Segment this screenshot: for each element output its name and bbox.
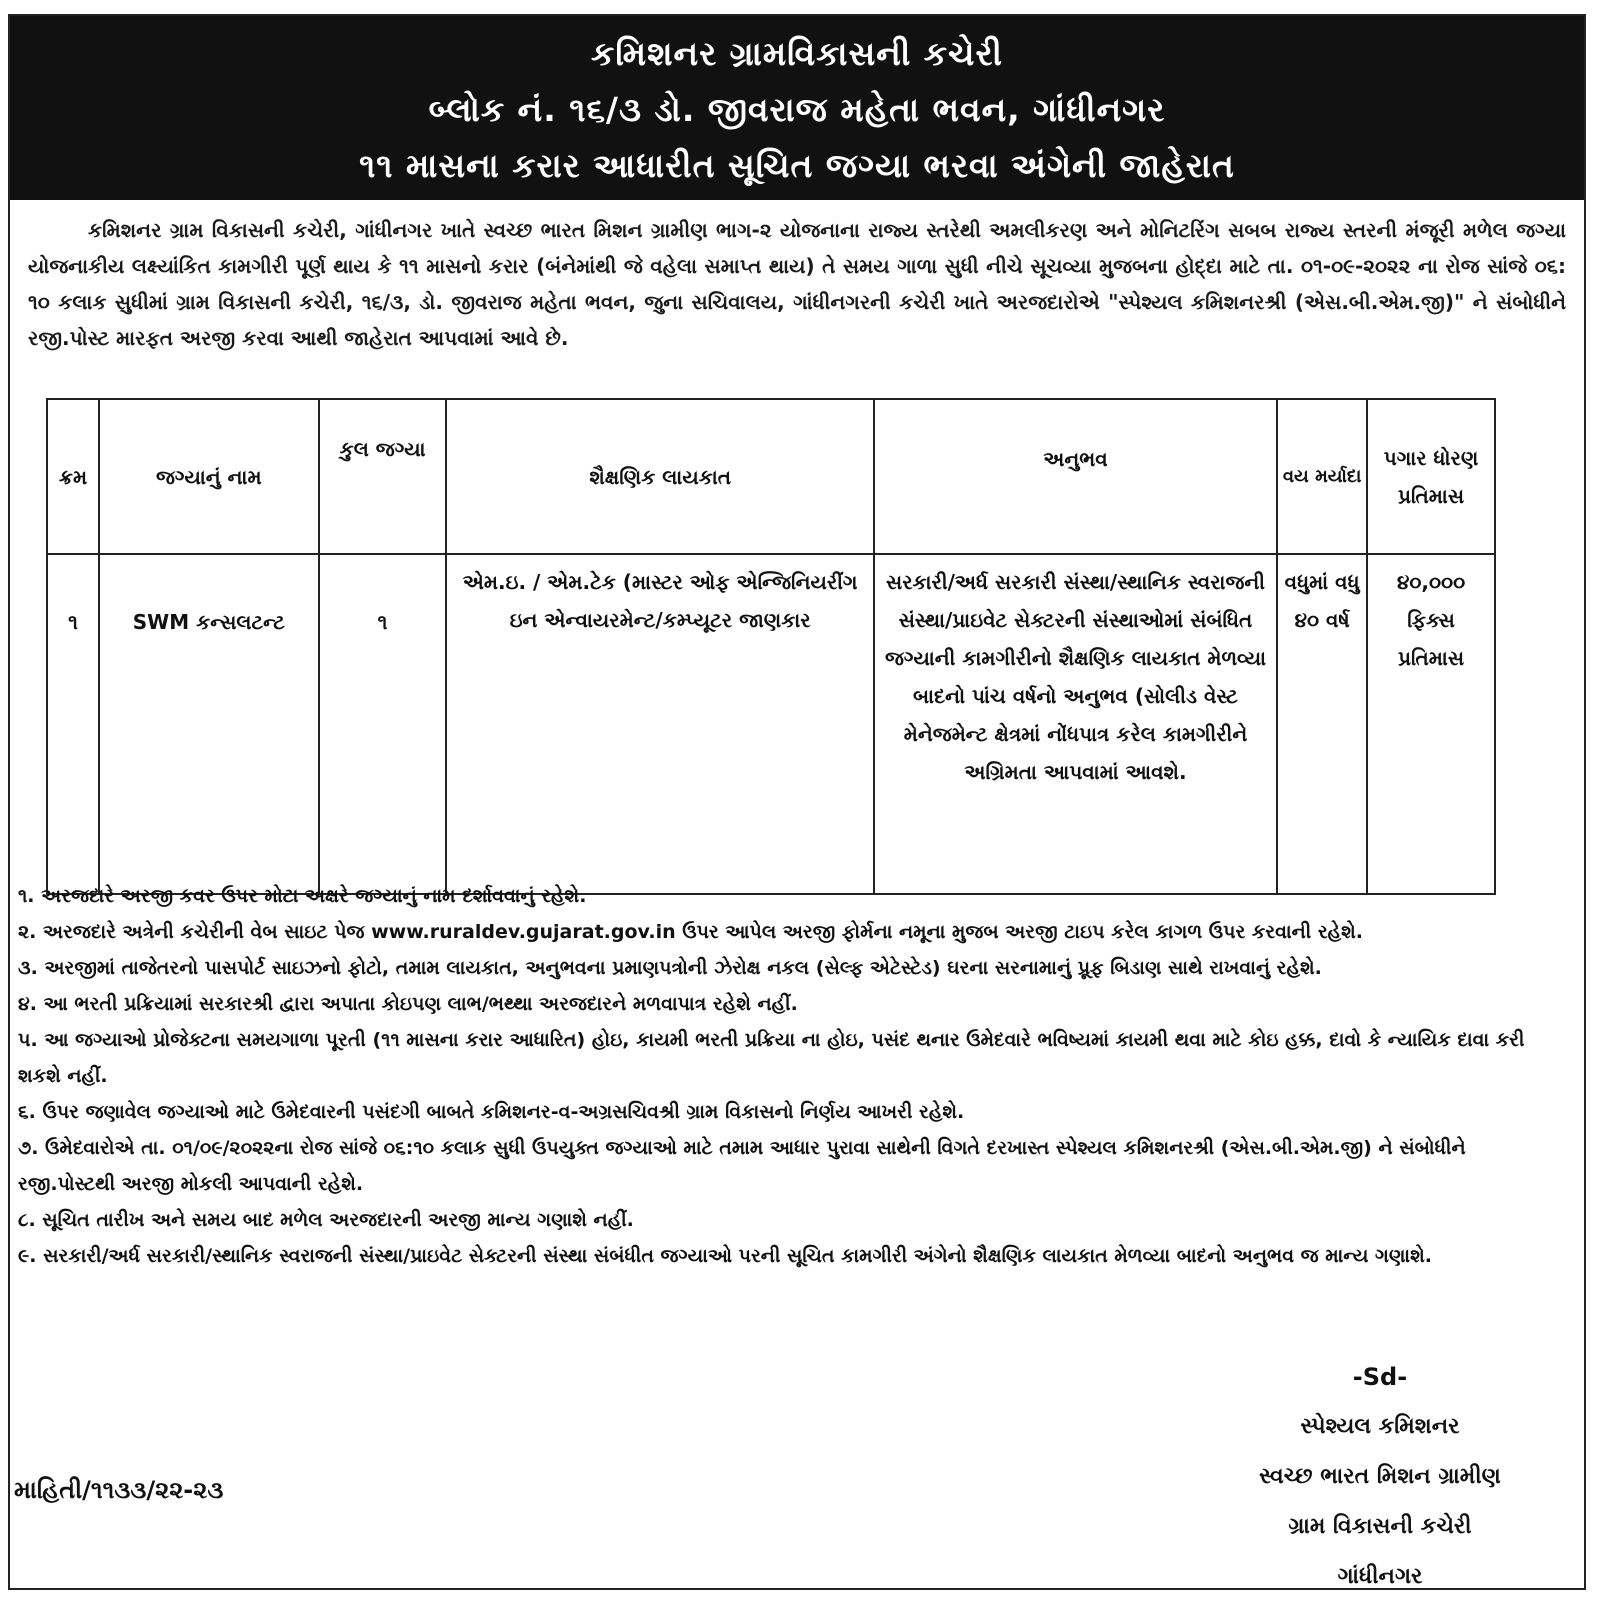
signatory-mission: સ્વચ્છ ભારત મિશન ગ્રામીણ	[1259, 1464, 1501, 1489]
cell-salary: ૪૦,૦૦૦ ફિક્સ પ્રતિમાસ	[1367, 554, 1495, 894]
list-item: ૫. આ જગ્યાઓ પ્રોજેક્ટના સમયગાળા પૂરતી (૧૧ માસના કરાર આધારિત) હોઇ, કાયમી ભરતી પ્રક્રિયા ના હોઇ, પસંદ થનાર ઉમેદવારે ભવિષ્યમાં કાયમી થવા માટે કોઇ હક્ક, દાવો કે ન્યાયિક દાવા કરી શકશે નહીં.	[18, 1029, 1525, 1087]
signature-block	[1200, 1352, 1560, 1602]
col-header-age: વય મર્યાદા	[1277, 399, 1367, 554]
cell-name: SWM કન્સલટન્ટ	[99, 554, 319, 894]
col-header-qualification: શૈક્ષણિક લાયકાત	[446, 399, 873, 554]
office-title: કમિશનર ગ્રામવિકાસની કચેરી	[591, 34, 1003, 73]
signatory-office: ગ્રામ વિકાસની કચેરી	[1288, 1514, 1472, 1539]
cell-kram: ૧	[47, 554, 99, 894]
header-banner	[10, 16, 1584, 200]
list-item: ૭. ઉમેદવારોએ તા. ૦૧/૦૯/૨૦૨૨ના રોજ સાંજે ૦૬:૧૦ કલાક સુધી ઉપયુક્ત જગ્યાઓ માટે તમામ આધાર પુરાવા સાથેની વિગતે દરખાસ્ત સ્પેશ્યલ કમિશનરશ્રી (એસ.બી.એમ.જી) ને સંબોધીને રજી.પોસ્ટથી અરજી મોકલી આપવાની રહેશે.	[18, 1137, 1466, 1195]
notes-list	[18, 878, 1548, 1274]
vacancy-table	[46, 398, 1496, 895]
table-row	[47, 554, 1495, 894]
reference-number: માહિતી/૧૧૩૩/૨૨-૨૩	[14, 1476, 224, 1504]
office-address: બ્લોક નં. ૧૬/૩ ડો. જીવરાજ મહેતા ભવન, ગાંધીનગર	[428, 90, 1166, 129]
col-header-kram: ક્રમ	[47, 399, 99, 554]
cell-experience: સરકારી/અર્ધ સરકારી સંસ્થા/સ્થાનિક સ્વરાજની સંસ્થા/પ્રાઇવેટ સેક્ટરની સંસ્થાઓમાં સંબંધિત જગ્યાની કામગીરીનો શૈક્ષણિક લાયકાત મેળવ્યા બાદનો પાંચ વર્ષનો અનુભવ (સોલીડ વેસ્ટ મેનેજમેન્ટ ક્ષેત્રમાં નોંધપાત્ર કરેલ કામગીરીને અગ્રિમતા આપવામાં આવશે.	[874, 554, 1277, 894]
col-header-total: કુલ જગ્યા	[319, 399, 447, 554]
list-item: ૨. અરજદારે અત્રેની કચેરીની વેબ સાઇટ પેજ www.ruraldev.gujarat.gov.in ઉપર આપેલ અરજી ફોર્મના નમૂના મુજબ અરજી ટાઇપ કરેલ કાગળ ઉપર કરવાની રહેશે.	[18, 921, 1364, 943]
list-item: ૩. અરજીમાં તાજેતરનો પાસપોર્ટ સાઇઝનો ફોટો, તમામ લાયકાત, અનુભવના પ્રમાણપત્રોની ઝેરોક્ષ નકલ (સેલ્ફ એટેસ્ટેડ) ઘરના સરનામાનું પ્રૂફ બિડાણ સાથે રાખવાનું રહેશે.	[18, 957, 1322, 979]
col-header-name: જગ્યાનું નામ	[99, 399, 319, 554]
col-header-experience: અનુભવ	[874, 399, 1277, 554]
signatory-city: ગાંધીનગર	[1337, 1564, 1423, 1589]
list-item: ૪. આ ભરતી પ્રક્રિયામાં સરકારશ્રી દ્વારા અપાતા કોઇપણ લાભ/ભથ્થા અરજદારને મળવાપાત્ર રહેશે નહીં.	[18, 993, 798, 1015]
intro-text: કમિશનર ગ્રામ વિકાસની કચેરી, ગાંધીનગર ખાતે સ્વચ્છ ભારત મિશન ગ્રામીણ ભાગ-૨ યોજનાના રાજ્ય સ્તરેથી અમલીકરણ અને મોનિટરિંગ સબબ રાજ્ય સ્તરની મંજૂરી મળેલ જગ્યા યોજનાકીય લક્ષ્યાંકિત કામગીરી પૂર્ણ થાય કે ૧૧ માસનો કરાર (બંનેમાંથી જે વહેલા સમાપ્ત થાય) તે સમય ગાળા સુધી નીચે સૂચવ્યા મુજબના હોદ્દા માટે તા. ૦૧-૦૯-૨૦૨૨ ના રોજ સાંજે ૦૬: ૧૦ કલાક સુધીમાં ગ્રામ વિકાસની કચેરી, ૧૬/૩, ડો. જીવરાજ મહેતા ભવન, જુના સચિવાલય, ગાંધીનગરની કચેરી ખાતે અરજદારોએ "સ્પેશ્યલ કમિશનરશ્રી (એસ.બી.એમ.જી)" ને સંબોધીને રજી.પોસ્ટ મારફત અરજી કરવા આથી જાહેરાત આપવામાં આવે છે.	[28, 218, 1566, 350]
cell-total: ૧	[319, 554, 447, 894]
list-item: ૬. ઉપર જણાવેલ જગ્યાઓ માટે ઉમેદવારની પસંદગી બાબતે કમિશનર-વ-અગ્રસચિવશ્રી ગ્રામ વિકાસનો નિર્ણય આખરી રહેશે.	[18, 1101, 965, 1123]
list-item: ૯. સરકારી/અર્ધ સરકારી/સ્થાનિક સ્વરાજની સંસ્થા/પ્રાઇવેટ સેક્ટરની સંસ્થા સંબંધીત જગ્યાઓ પરની સૂચિત કામગીરી અંગેનો શૈક્ષણિક લાયકાત મેળવ્યા બાદનો અનુભવ જ માન્ય ગણાશે.	[18, 1245, 1432, 1267]
signatory-title: સ્પેશ્યલ કમિશનર	[1300, 1414, 1460, 1439]
signed-mark: -Sd-	[1352, 1363, 1408, 1391]
table-header-row	[47, 399, 1495, 554]
col-header-salary: પગાર ધોરણ પ્રતિમાસ	[1367, 399, 1495, 554]
intro-paragraph	[10, 200, 1584, 356]
list-item: ૧. અરજદારે અરજી કવર ઉપર મોટા અક્ષરે જગ્યાનું નામ દર્શાવવાનું રહેશે.	[18, 885, 587, 907]
advertisement-title: ૧૧ માસના કરાર આધારીત સૂચિત જગ્યા ભરવા અંગેની જાહેરાત	[359, 146, 1235, 185]
cell-qualification: એમ.ઇ. / એમ.ટેક (માસ્ટર ઓફ એન્જિનિયરીંગ ઇન એન્વાયરમેન્ટ/કમ્પ્યૂટર જાણકાર	[446, 554, 873, 894]
cell-age: વધુમાં વધુ ૪૦ વર્ષ	[1277, 554, 1367, 894]
list-item: ૮. સૂચિત તારીખ અને સમય બાદ મળેલ અરજદારની અરજી માન્ય ગણાશે નહીં.	[18, 1209, 634, 1231]
